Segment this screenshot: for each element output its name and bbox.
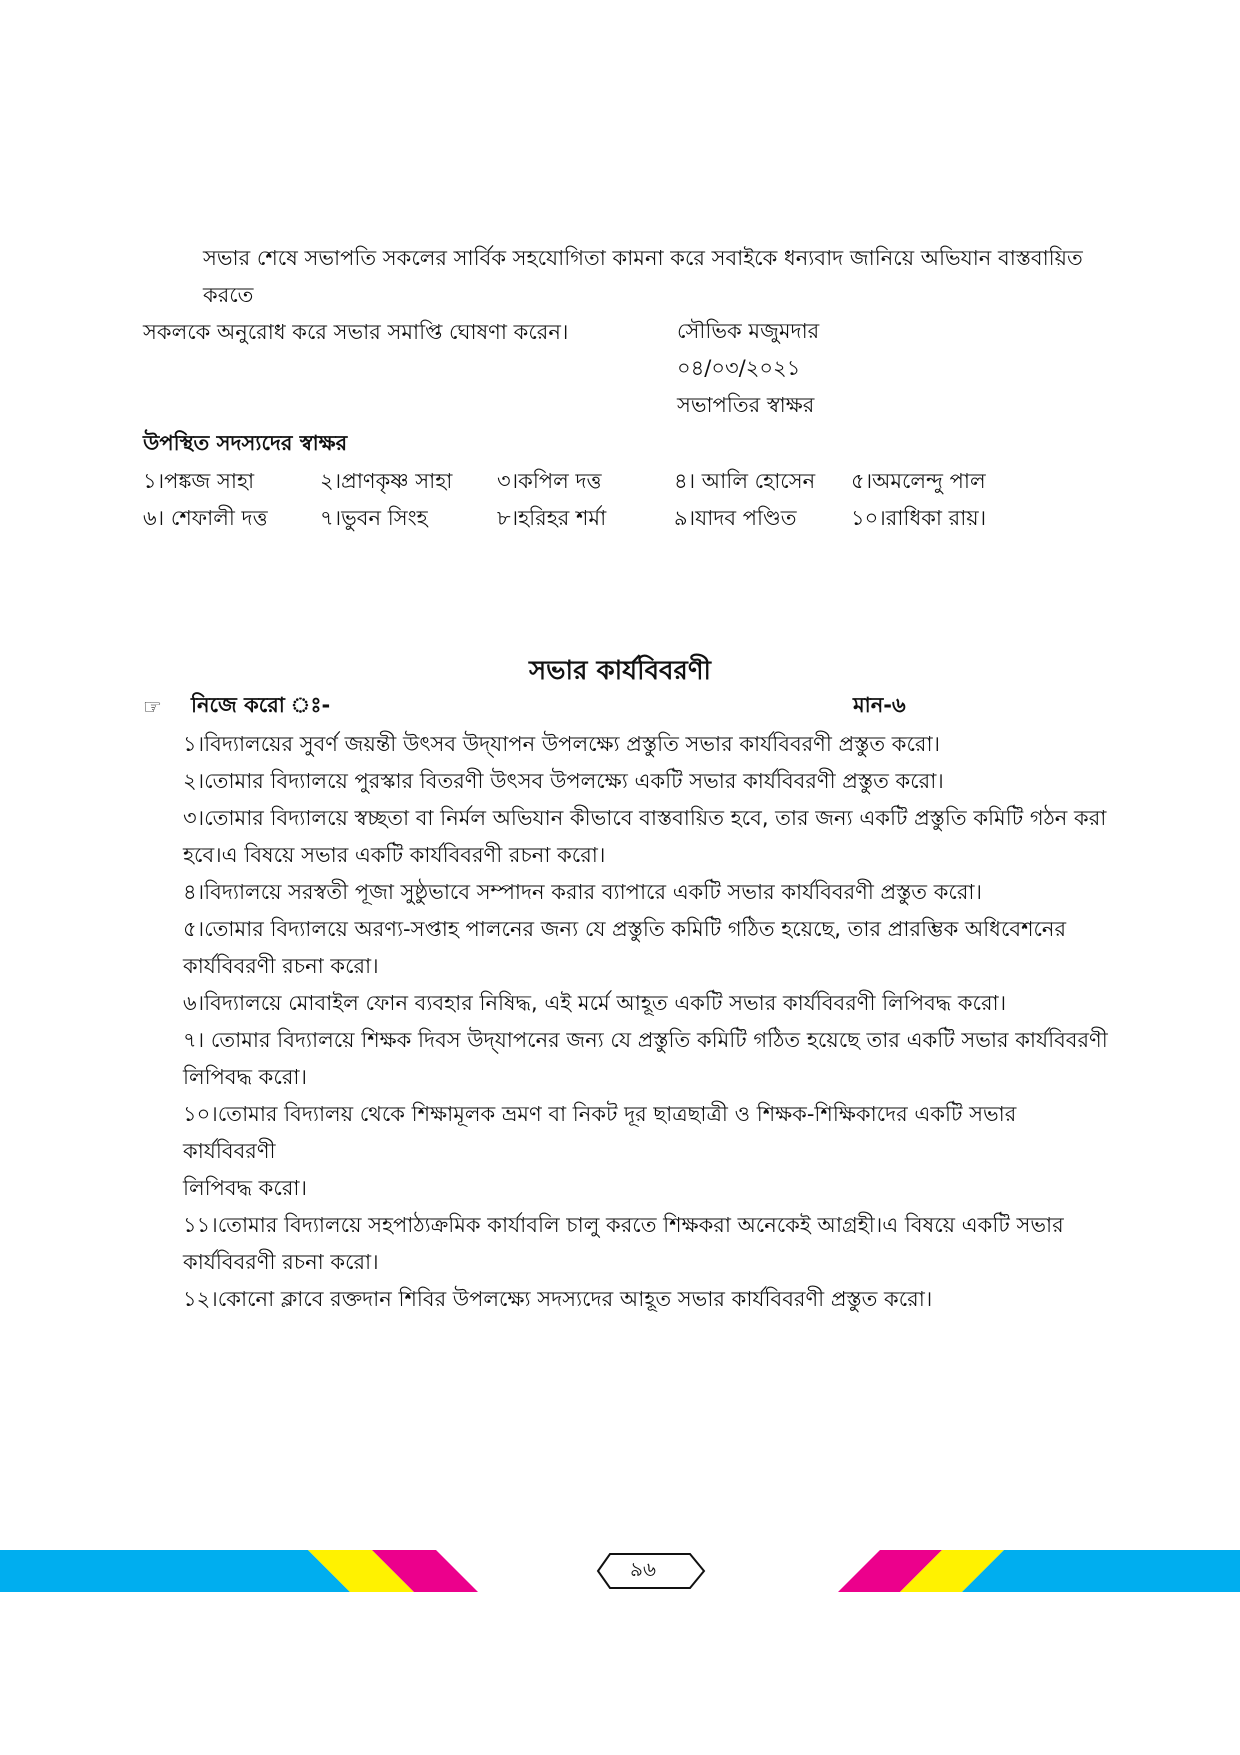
member-name: ৮।হরিহর শর্মা: [497, 506, 607, 530]
members-row: [143, 501, 1043, 538]
chairman-name: সৌভিক মজুমদার: [677, 319, 820, 343]
member-name: ৫।অমলেন্দু পাল: [851, 469, 986, 493]
members-list: [143, 464, 1043, 538]
member-name: ৭।ভুবন সিংহ: [320, 506, 428, 530]
question-line: ৫।তোমার বিদ্যালয়ে অরণ্য-সপ্তাহ পালনের জন্য যে প্রস্তুতি কমিটি গঠিত হয়েছে, তার প্রারম্ভিক অধিবেশনের: [183, 917, 1067, 941]
footer-cyan-left: [0, 1550, 350, 1592]
question-line: ৩।তোমার বিদ্যালয়ে স্বচ্ছতা বা নির্মল অভিযান কীভাবে বাস্তবায়িত হবে, তার জন্য একটি প্রস্তুতি কমিটি গঠন করা: [183, 806, 1107, 830]
question-line: কার্যবিবরণী রচনা করো।: [183, 954, 379, 978]
footer-cyan-right: [962, 1550, 1240, 1592]
section-title: সভার কার্যবিবরণী: [529, 656, 711, 686]
member-name: ১০।রাধিকা রায়।: [851, 506, 987, 530]
members-signature-heading: উপস্থিত সদস্যদের স্বাক্ষর: [143, 431, 348, 455]
question-line: ৭। তোমার বিদ্যালয়ে শিক্ষক দিবস উদ্‌যাপনের জন্য যে প্রস্তুতি কমিটি গঠিত হয়েছে তার একটি সভার কার্যবিবরণী: [183, 1028, 1108, 1052]
signature-date: ০৪/০৩/২০২১: [677, 356, 801, 380]
question-line: ১২।কোনো ক্লাবে রক্তদান শিবির উপলক্ষ্যে সদস্যদের আহূত সভার কার্যবিবরণী প্রস্তুত করো।: [183, 1287, 933, 1311]
pointing-hand-icon: ☞: [143, 694, 162, 719]
question-line: ১১।তোমার বিদ্যালয়ে সহপাঠ্যক্রমিক কার্যাবলি চালু করতে শিক্ষকরা অনেকেই আগ্রহী।এ বিষয়ে একটি সভার: [183, 1213, 1064, 1237]
chairman-signature-label: সভাপতির স্বাক্ষর: [677, 393, 815, 417]
member-name: ১।পঙ্কজ সাহা: [143, 469, 255, 493]
member-name: ৯।যাদব পণ্ডিত: [674, 506, 797, 530]
member-name: ৩।কপিল দত্ত: [497, 469, 602, 493]
question-line: ২।তোমার বিদ্যালয়ে পুরস্কার বিতরণী উৎসব উপলক্ষ্যে একটি সভার কার্যবিবরণী প্রস্তুত করো।: [183, 769, 944, 793]
paragraph-line-1: সভার শেষে সভাপতি সকলের সার্বিক সহযোগিতা কামনা করে সবাইকে ধন্যবাদ জানিয়ে অভিযান বাস্তবায়িত করতে: [203, 246, 1083, 307]
question-line: লিপিবদ্ধ করো।: [183, 1176, 307, 1200]
question-line: হবে।এ বিষয়ে সভার একটি কার্যবিবরণী রচনা করো।: [183, 843, 606, 867]
task-label: নিজে করো ঃ-: [191, 693, 331, 717]
member-name: ৬। শেফালী দত্ত: [143, 506, 268, 530]
chairman-signature-block: [677, 313, 819, 424]
members-row: [143, 464, 1043, 501]
question-line: ১।বিদ্যালয়ের সুবর্ণ জয়ন্তী উৎসব উদ্‌যাপন উপলক্ষ্যে প্রস্তুতি সভার কার্যবিবরণী প্রস্তুত করো।: [183, 732, 941, 756]
question-line: ৬।বিদ্যালয়ে মোবাইল ফোন ব্যবহার নিষিদ্ধ, এই মর্মে আহূত একটি সভার কার্যবিবরণী লিপিবদ্ধ করো।: [183, 991, 1007, 1015]
question-line: ৪।বিদ্যালয়ে সরস্বতী পূজা সুষ্ঠুভাবে সম্পাদন করার ব্যাপারে একটি সভার কার্যবিবরণী প্রস্তুত করো।: [183, 880, 983, 904]
closing-paragraph: [143, 240, 1133, 351]
marks-label: মান-৬: [853, 693, 906, 717]
question-line: লিপিবদ্ধ করো।: [183, 1065, 307, 1089]
member-name: ৪। আলি হোসেন: [674, 469, 816, 493]
questions-list: [183, 726, 1113, 1318]
question-line: ১০।তোমার বিদ্যালয় থেকে শিক্ষামূলক ভ্রমণ বা নিকট দূর ছাত্রছাত্রী ও শিক্ষক-শিক্ষিকাদের একটি সভার কার্যবিবরণী: [183, 1102, 1017, 1163]
page-number: ৯৬: [630, 1556, 656, 1581]
question-line: কার্যবিবরণী রচনা করো।: [183, 1250, 379, 1274]
task-heading: [143, 689, 923, 724]
member-name: ২।প্রাণকৃষ্ণ সাহা: [320, 469, 453, 493]
paragraph-line-2: সকলকে অনুরোধ করে সভার সমাপ্তি ঘোষণা করেন।: [143, 320, 569, 344]
